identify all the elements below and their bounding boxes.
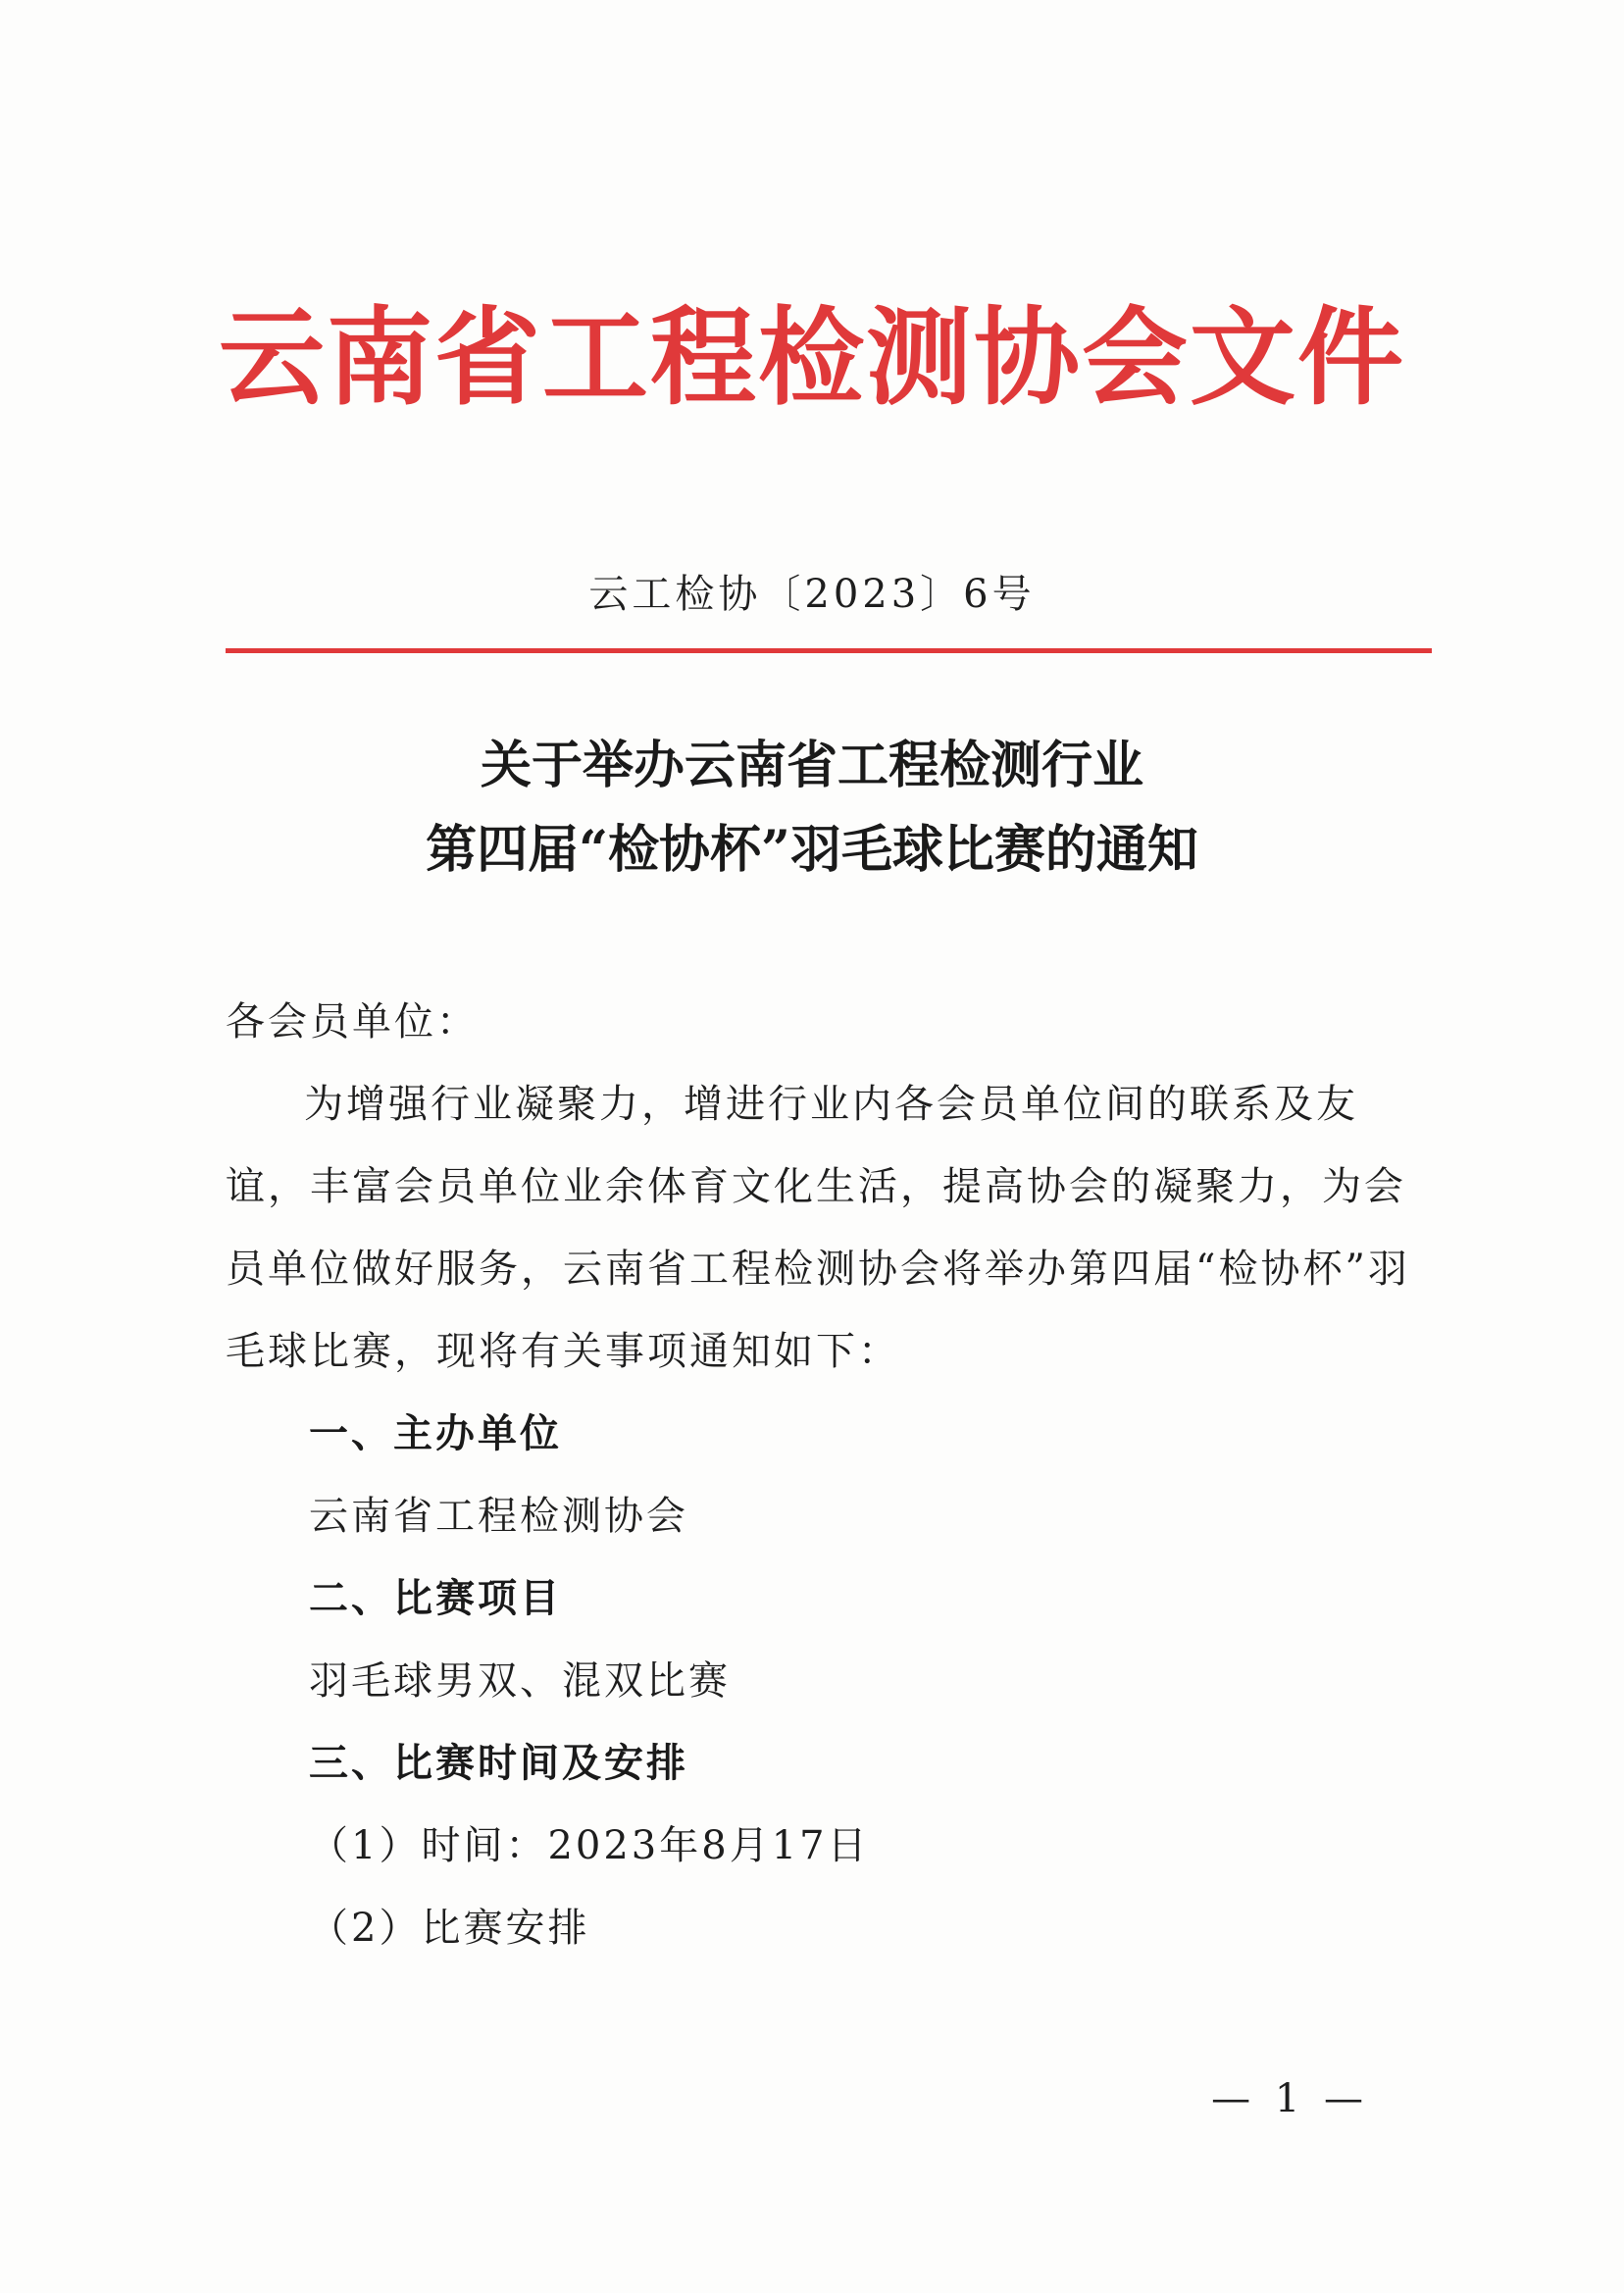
section-content-organizer: 云南省工程检测协会 (309, 1494, 688, 1539)
document-number: 云工检协〔2023〕6号 (588, 572, 1036, 617)
notice-title (0, 724, 1624, 892)
notice-title-line-2: 第四届“检协杯”羽毛球比赛的通知 (426, 820, 1198, 880)
section-heading-schedule: 三、比赛时间及安排 (309, 1740, 688, 1786)
schedule-item-arrangement: （2）比赛安排 (309, 1906, 590, 1951)
page-number: — 1 — (1211, 2076, 1369, 2121)
schedule-item-time: （1）时间：2023年8月17日 (309, 1823, 870, 1868)
section-heading-organizer: 一、主办单位 (309, 1410, 562, 1456)
red-divider-line (226, 648, 1432, 653)
section-content-events: 羽毛球男双、混双比赛 (309, 1658, 731, 1704)
section-heading-events: 二、比赛项目 (309, 1575, 562, 1621)
intro-paragraph: 为增强行业凝聚力，增进行业内各会员单位间的联系及友谊，丰富会员单位业余体育文化生活，提高协会的凝聚力，为会员单位做好服务，云南省工程检测协会将举办第四届“检协杯”羽毛球比赛，现将有关事项通知如下： (226, 1082, 1410, 1374)
document-body (226, 981, 1412, 1969)
notice-title-line-1: 关于举办云南省工程检测行业 (480, 736, 1143, 795)
document-header-title: 云南省工程检测协会文件 (218, 296, 1405, 420)
salutation: 各会员单位： (226, 999, 479, 1045)
